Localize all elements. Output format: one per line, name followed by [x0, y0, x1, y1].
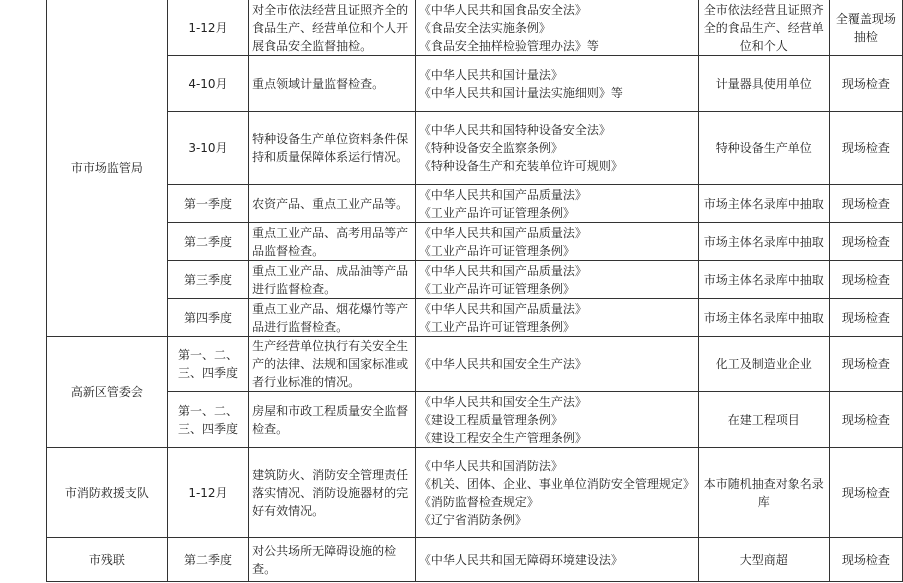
content-cell: 房屋和市政工程质量安全监督检查。	[249, 392, 416, 448]
law-item: 《中华人民共和国安全生产法》	[418, 357, 587, 371]
table-row	[47, 299, 903, 337]
target-cell: 在建工程项目	[698, 392, 829, 448]
time-cell: 3-10月	[167, 112, 248, 185]
time-cell: 第二季度	[167, 223, 248, 261]
law-item: 《中华人民共和国计量法实施细则》等	[418, 85, 623, 100]
table-row	[47, 56, 903, 112]
content-cell: 特种设备生产单位资料条件保持和质量保障体系运行情况。	[249, 112, 416, 185]
laws-cell	[415, 448, 698, 538]
table-row	[47, 261, 903, 299]
law-item: 《中华人民共和国安全生产法》	[418, 394, 587, 409]
time-cell: 1-12月	[167, 448, 248, 538]
law-item: 《中华人民共和国产品质量法》	[418, 301, 587, 316]
method-cell: 现场检查	[829, 261, 902, 299]
law-item: 《工业产品许可证管理条例》	[418, 243, 575, 258]
time-cell: 1-12月	[167, 0, 248, 56]
law-item: 《食品安全法实施条例》	[418, 20, 551, 35]
law-item: 《中华人民共和国产品质量法》	[418, 187, 587, 202]
target-cell: 市场主体名录库中抽取	[698, 299, 829, 337]
law-item: 《工业产品许可证管理条例》	[418, 205, 575, 220]
method-cell: 现场检查	[829, 538, 902, 582]
target-cell: 计量器具使用单位	[698, 56, 829, 112]
method-cell: 现场检查	[829, 448, 902, 538]
law-item: 《工业产品许可证管理条例》	[418, 281, 575, 296]
law-item: 《特种设备生产和充装单位许可规则》	[418, 159, 623, 173]
law-item: 《机关、团体、企业、事业单位消防安全管理规定》	[418, 476, 695, 491]
time-cell: 4-10月	[167, 56, 248, 112]
laws-cell	[415, 538, 698, 582]
content-cell: 重点工业产品、高考用品等产品监督检查。	[249, 223, 416, 261]
table-row	[47, 337, 903, 392]
content-cell: 对全市依法经营且证照齐全的食品生产、经营单位和个人开展食品安全监督抽检。	[249, 0, 416, 56]
method-cell: 现场检查	[829, 185, 902, 223]
target-cell: 市场主体名录库中抽取	[698, 223, 829, 261]
law-item: 《中华人民共和国食品安全法》	[418, 2, 587, 17]
time-cell: 第一、二、三、四季度	[167, 392, 248, 448]
law-item: 《中华人民共和国计量法》	[418, 67, 563, 82]
content-cell: 对公共场所无障碍设施的检查。	[249, 538, 416, 582]
method-cell: 现场检查	[829, 112, 902, 185]
laws-cell	[415, 392, 698, 448]
method-cell: 现场检查	[829, 299, 902, 337]
table-row	[47, 392, 903, 448]
law-item: 《辽宁省消防条例》	[418, 512, 527, 527]
table-row	[47, 223, 903, 261]
time-cell: 第一季度	[167, 185, 248, 223]
laws-cell	[415, 185, 698, 223]
inspection-plan-table	[46, 0, 903, 582]
laws-cell	[415, 112, 698, 185]
content-cell: 重点工业产品、烟花爆竹等产品进行监督检查。	[249, 299, 416, 337]
target-cell: 本市随机抽查对象名录库	[698, 448, 829, 538]
law-item: 《中华人民共和国产品质量法》	[418, 263, 587, 278]
laws-cell	[415, 337, 698, 392]
law-item: 《中华人民共和国消防法》	[418, 458, 563, 473]
table-row	[47, 112, 903, 185]
table-row	[47, 0, 903, 56]
law-item: 《工业产品许可证管理条例》	[418, 319, 575, 334]
laws-cell	[415, 261, 698, 299]
method-cell: 全覆盖现场抽检	[829, 0, 902, 56]
content-cell: 生产经营单位执行有关安全生产的法律、法规和国家标准或者行业标准的情况。	[249, 337, 416, 392]
table-row	[47, 185, 903, 223]
time-cell: 第三季度	[167, 261, 248, 299]
law-item: 《中华人民共和国无障碍环境建设法》	[418, 552, 623, 567]
table-row	[47, 538, 903, 582]
time-cell: 第四季度	[167, 299, 248, 337]
law-item: 《建设工程质量管理条例》	[418, 412, 563, 427]
laws-cell	[415, 299, 698, 337]
law-item: 《建设工程安全生产管理条例》	[418, 430, 587, 445]
laws-cell	[415, 0, 698, 56]
target-cell: 化工及制造业企业	[698, 337, 829, 392]
method-cell: 现场检查	[829, 392, 902, 448]
dept-cell: 市市场监管局	[47, 0, 168, 337]
dept-cell: 高新区管委会	[47, 337, 168, 448]
law-item: 《中华人民共和国特种设备安全法》	[418, 123, 611, 137]
content-cell: 农资产品、重点工业产品等。	[249, 185, 416, 223]
target-cell: 特种设备生产单位	[698, 112, 829, 185]
target-cell: 全市依法经营且证照齐全的食品生产、经营单位和个人	[698, 0, 829, 56]
target-cell: 市场主体名录库中抽取	[698, 261, 829, 299]
dept-cell: 市残联	[47, 538, 168, 582]
time-cell: 第一、二、三、四季度	[167, 337, 248, 392]
laws-cell	[415, 223, 698, 261]
target-cell: 市场主体名录库中抽取	[698, 185, 829, 223]
content-cell: 建筑防火、消防安全管理责任落实情况、消防设施器材的完好有效情况。	[249, 448, 416, 538]
law-item: 《消防监督检查规定》	[418, 494, 539, 509]
method-cell: 现场检查	[829, 223, 902, 261]
target-cell: 大型商超	[698, 538, 829, 582]
law-item: 《中华人民共和国产品质量法》	[418, 225, 587, 240]
dept-cell: 市消防救援支队	[47, 448, 168, 538]
content-cell: 重点工业产品、成品油等产品进行监督检查。	[249, 261, 416, 299]
law-item: 《食品安全抽样检验管理办法》等	[418, 38, 599, 53]
time-cell: 第二季度	[167, 538, 248, 582]
table-row	[47, 448, 903, 538]
law-item: 《特种设备安全监察条例》	[418, 141, 563, 155]
method-cell: 现场检查	[829, 56, 902, 112]
method-cell: 现场检查	[829, 337, 902, 392]
content-cell: 重点领域计量监督检查。	[249, 56, 416, 112]
laws-cell	[415, 56, 698, 112]
